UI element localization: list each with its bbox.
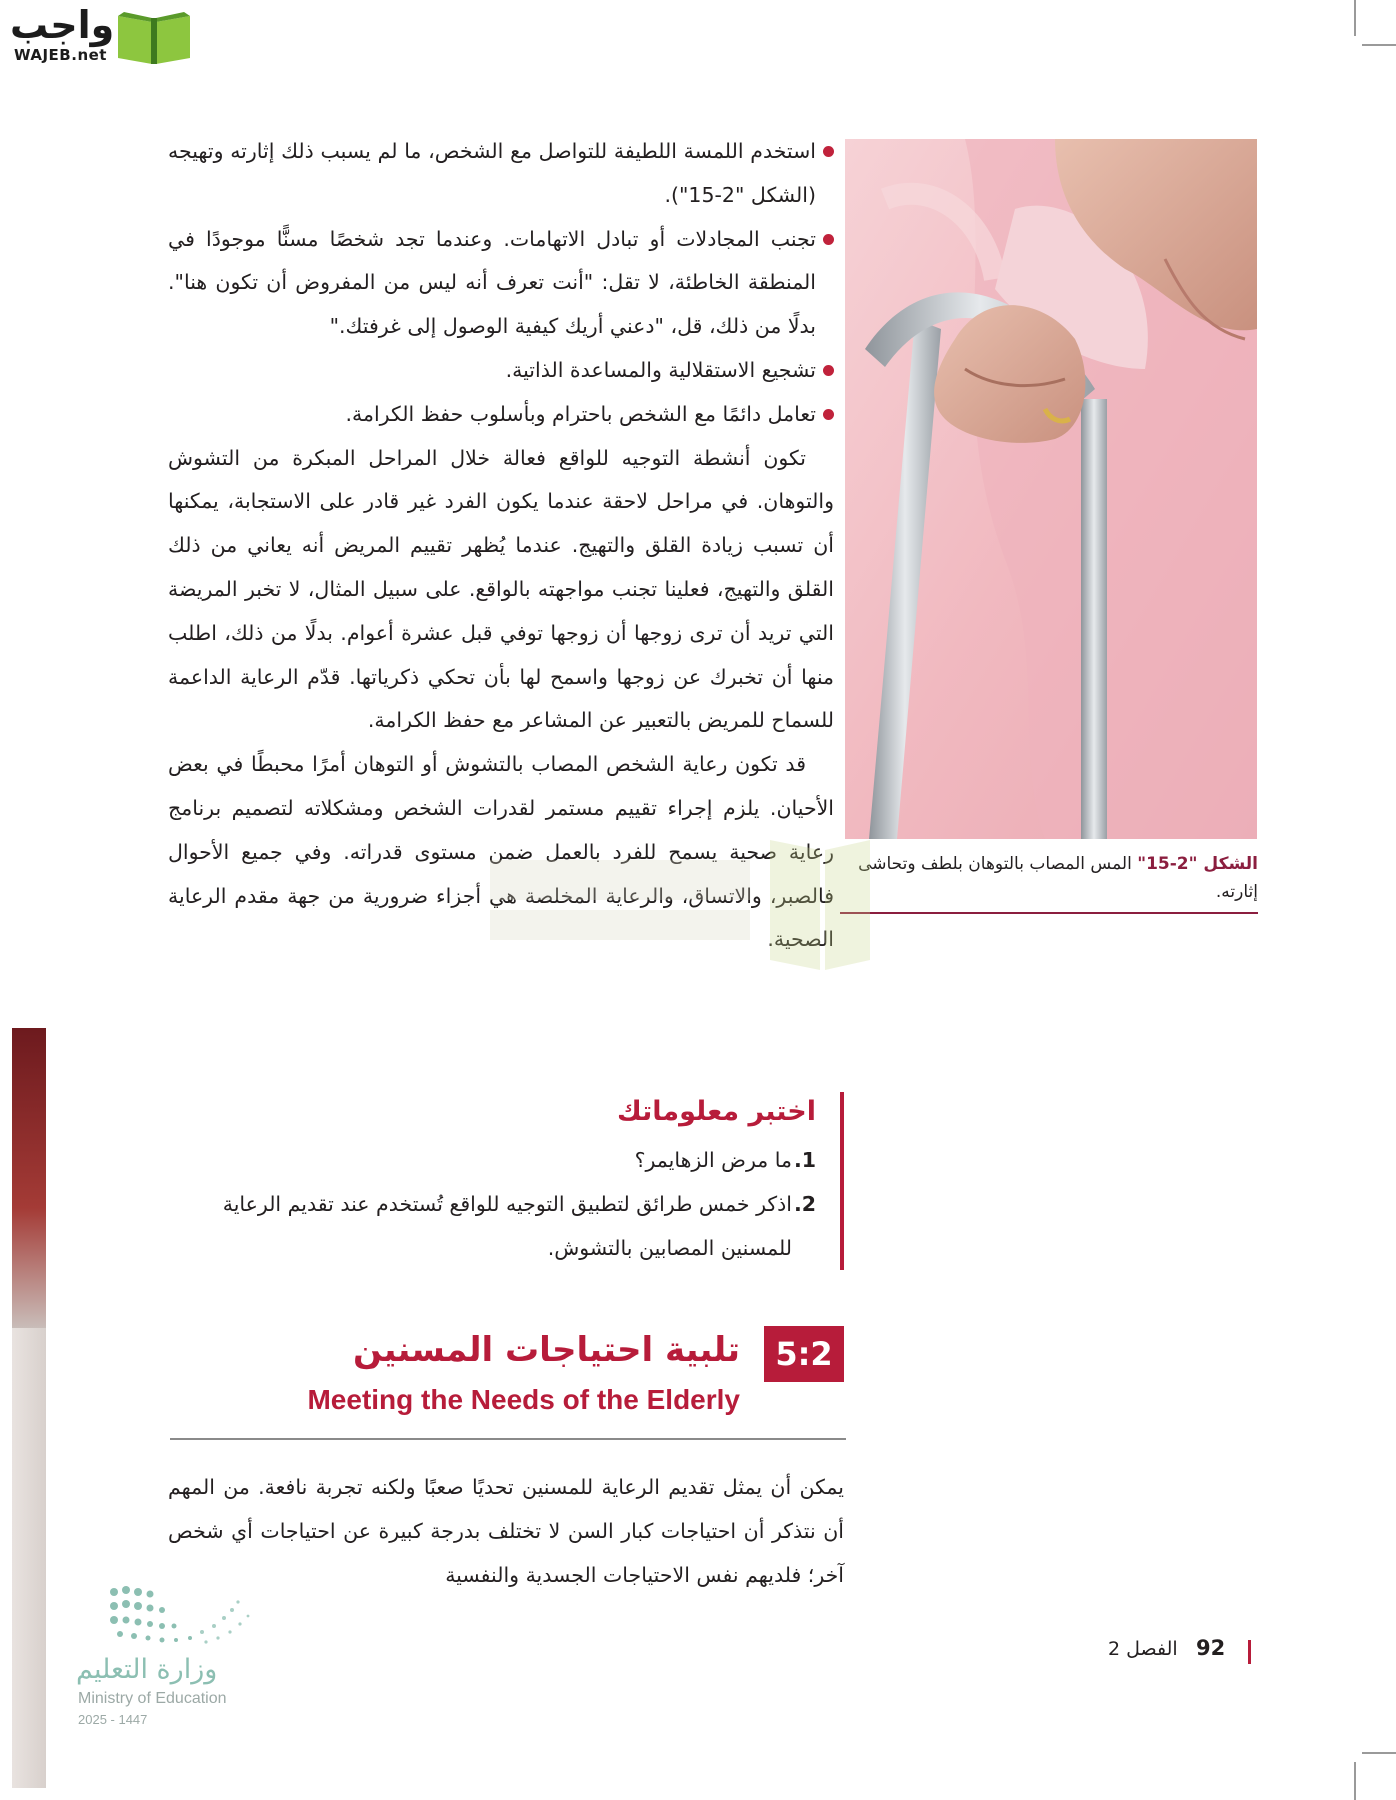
bullet-item: تعامل دائمًا مع الشخص باحترام وبأسلوب حفظ الكرامة. [168,393,834,437]
caption-divider [840,912,1258,914]
crop-mark [1362,1752,1396,1754]
question-text: اذكر خمس طرائق لتطبيق التوجيه للواقع تُستخدم عند تقديم الرعاية للمسنين المصابين بالتشوش. [222,1192,792,1260]
review-title: اختبر معلوماتك [617,1096,816,1127]
figure-caption-text: المس المصاب بالتوهان بلطف وتحاشى إثارته. [858,854,1258,902]
wajeb-logo[interactable] [10,4,190,66]
section-divider [170,1438,846,1440]
ministry-logo [76,1582,276,1732]
section-number-badge: 5:2 [764,1326,844,1382]
edge-image-color [12,1028,46,1328]
bullet-item: تشجيع الاستقلالية والمساعدة الذاتية. [168,349,834,393]
section-intro-paragraph: يمكن أن يمثل تقديم الرعاية للمسنين تحديًا صعبًا ولكنه تجربة نافعة. من المهم أن نتذكر أن احتياجات كبار السن لا تختلف بدرجة كبيرة عن احتياجات أي شخص آخر؛ فلديهم نفس الاحتياجات الجسدية والنفسية [168,1475,844,1587]
main-text-column [168,130,834,962]
ministry-year: 2025 - 1447 [78,1712,148,1727]
review-question [168,1138,816,1182]
review-box [168,1092,844,1270]
crop-mark [1362,44,1396,46]
ministry-name-english: Ministry of Education [78,1690,227,1707]
figure-photo-elderly-walker [845,139,1257,839]
crop-mark [1354,0,1356,36]
figure-caption [840,850,1258,906]
logo-arabic-text: واجب [10,3,115,47]
figure-label: الشكل "2-15" [1137,854,1258,874]
page-number: 92 [1196,1636,1226,1660]
chapter-label: الفصل 2 [1108,1638,1178,1660]
question-number: 2. [793,1192,816,1216]
bullet-item: تجنب المجادلات أو تبادل الاتهامات. وعندما تجد شخصًا مسنًّا موجودًا في المنطقة الخاطئة، لا تقل: "أنت تعرف أنه ليس من المفروض أن تكون هنا". بدلًا من ذلك، قل، "دعني أريك كيفية الوصول إلى غرفتك." [168,218,834,349]
walker-hand-illustration [845,139,1257,839]
crop-mark [1354,1762,1356,1800]
review-question-list [168,1138,816,1270]
question-text: ما مرض الزهايمر؟ [634,1148,792,1172]
section-title-arabic: تلبية احتياجات المسنين [353,1330,740,1370]
ministry-dots-icon [106,1582,276,1652]
book-icon [114,8,194,66]
ministry-name-arabic: وزارة التعليم [76,1654,218,1685]
logo-english-text: WAJEB.net [14,46,107,64]
review-question [168,1182,816,1270]
paragraph: قد تكون رعاية الشخص المصاب بالتشوش أو التوهان أمرًا محبطًا في بعض الأحيان. يلزم إجراء تقييم مستمر لقدرات الشخص ومشكلاته لتصميم برنامج رعاية صحية يسمح للفرد بالعمل ضمن مستوى قدراته. وفي جميع الأحوال فالصبر، والاتساق، والرعاية المخلصة هي أجزاء ضرورية من جهة مقدم الرعاية الصحية. [168,752,834,952]
question-number: 1. [793,1148,816,1172]
paragraph: تكون أنشطة التوجيه للواقع فعالة خلال المراحل المبكرة من التشوش والتوهان. في مراحل لاحقة عندما يكون الفرد غير قادر على الاستجابة، يمكنها أن تسبب زيادة القلق والتهيج. عندما يُظهر تقييم المريض أنه يعاني من ذلك القلق والتهيج، فعلينا تجنب مواجهته بالواقع. على سبيل المثال، لا تخبر المريضة التي تريد أن ترى زوجها أن زوجها توفي قبل عشرة أعوام. بدلًا من ذلك، اطلب منها أن تخبرك عن زوجها واسمح لها بأن تحكي ذكرياتها. قدّم الرعاية الداعمة للسماح للمريض بالتعبير عن المشاعر مع حفظ الكرامة. [168,445,834,733]
page-number-divider [1248,1640,1251,1664]
edge-image-strip [12,1028,46,1788]
section-title-english: Meeting the Needs of the Elderly [307,1384,740,1415]
bullet-item: استخدم اللمسة اللطيفة للتواصل مع الشخص، ما لم يسبب ذلك إثارته وتهيجه (الشكل "2-15"). [168,130,834,218]
